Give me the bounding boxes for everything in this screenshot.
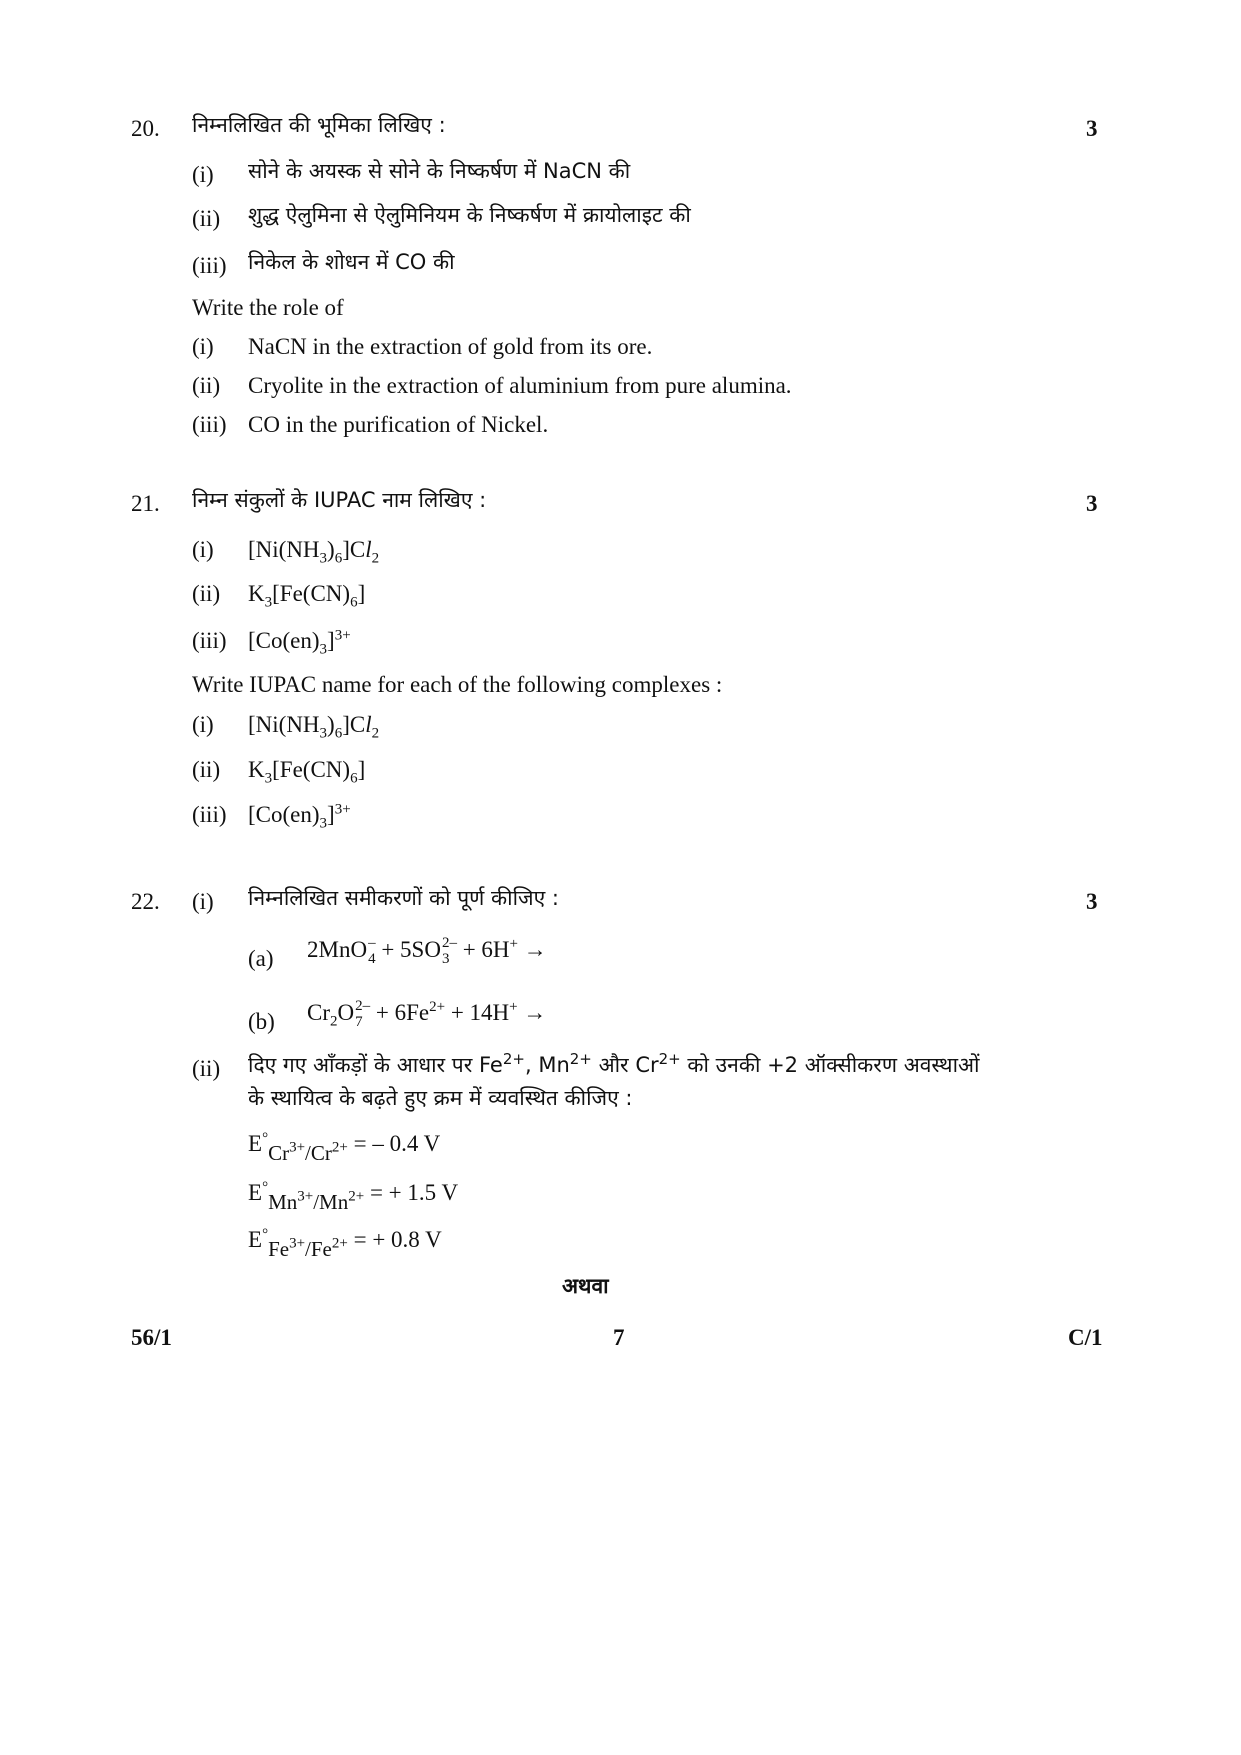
- footer-set-code: C/1: [1068, 1325, 1103, 1350]
- q21-label-2: (ii): [192, 581, 221, 606]
- q21-en-label-3: (iii): [192, 802, 227, 827]
- or-divider-text: अथवा: [562, 1274, 609, 1298]
- q20-hindi-heading: निम्नलिखित की भूमिका लिखिए :: [192, 113, 446, 137]
- q20-hi-label-1: (i): [192, 162, 214, 187]
- q20-en-label-1: (i): [192, 334, 214, 359]
- q21-number: 21.: [131, 491, 160, 516]
- q21-formula-2: $K_3[Fe(CN)_6]$: [248, 581, 366, 611]
- footer-page-number: 7: [613, 1325, 625, 1350]
- q21-label-3: (iii): [192, 628, 227, 653]
- q21-en-formula-1: $[Ni(NH_3)_6]Cl_2$: [248, 712, 380, 742]
- q22-number: 22.: [131, 889, 160, 914]
- q21-formula-3: $[Co(en)_3]^{3+}$: [248, 627, 351, 658]
- q21-hindi-heading: निम्न संकुलों के IUPAC नाम लिखिए :: [192, 488, 487, 512]
- q20-hi-label-2: (ii): [192, 206, 221, 231]
- q20-en-item-2: Cryolite in the extraction of aluminium from pure alumina.: [248, 373, 792, 398]
- q22-part2-line2: के स्थायित्व के बढ़ते हुए क्रम में व्यवस्थित कीजिए :: [248, 1086, 633, 1110]
- q22-marks: 3: [1086, 889, 1098, 914]
- q20-hi-item-3: निकेल के शोधन में CO की: [248, 250, 455, 274]
- footer-paper-code: 56/1: [131, 1325, 172, 1350]
- potential-cr: $E^\circ Cr^{3+}/Cr^{2+}$ = – 0.4 V: [248, 1130, 441, 1165]
- q21-en-label-2: (ii): [192, 757, 221, 782]
- q21-en-formula-2: $K_3[Fe(CN)_6]$: [248, 757, 366, 787]
- q20-number: 20.: [131, 116, 160, 141]
- potential-mn: $E^\circ Mn^{3+}/Mn^{2+}$ = + 1.5 V: [248, 1179, 459, 1214]
- q22-part2-label: (ii): [192, 1056, 221, 1081]
- q22-eq-b-label: (b): [248, 1009, 275, 1034]
- q20-en-item-1: NaCN in the extraction of gold from its ore.: [248, 334, 653, 359]
- q20-en-item-3: CO in the purification of Nickel.: [248, 412, 549, 437]
- q20-en-label-3: (iii): [192, 412, 227, 437]
- q21-label-1: (i): [192, 537, 214, 562]
- q20-hi-item-1: सोने के अयस्क से सोने के निष्कर्षण में NaCN की: [248, 159, 631, 183]
- q22-part1-heading: निम्नलिखित समीकरणों को पूर्ण कीजिए :: [248, 886, 559, 910]
- q22-part1-label: (i): [192, 889, 214, 914]
- q22-part2-line1: दिए गए आँकड़ों के आधार पर $Fe^{2+}$, $Mn^{2+}$ और $Cr^{2+}$ को उनकी +2 ऑक्सीकरण अवस्थाओं: [248, 1050, 980, 1077]
- q21-en-formula-3: $[Co(en)_3]^{3+}$: [248, 801, 351, 832]
- q21-en-label-1: (i): [192, 712, 214, 737]
- q21-formula-1: $[Ni(NH_3)_6]Cl_2$: [248, 537, 380, 567]
- q22-eq-a-label: (a): [248, 946, 274, 971]
- q20-english-heading: Write the role of: [192, 295, 344, 320]
- q21-english-heading: Write IUPAC name for each of the following complexes :: [192, 672, 723, 697]
- q22-eq-a: 2MnO – 4 + 5SO 2– 3 + 6H+ →: [307, 935, 547, 967]
- q21-marks: 3: [1086, 491, 1098, 516]
- q22-eq-b: $Cr_2O$ 2– 7 + $6Fe^{2+} + 14H^+$ →: [307, 998, 547, 1030]
- q20-en-label-2: (ii): [192, 373, 221, 398]
- q20-hi-item-2: शुद्ध ऐलुमिना से ऐलुमिनियम के निष्कर्षण में क्रायोलाइट की: [248, 203, 691, 227]
- q20-marks: 3: [1086, 116, 1098, 141]
- q20-hi-label-3: (iii): [192, 253, 227, 278]
- potential-fe: $E^\circ Fe^{3+}/Fe^{2+}$ = + 0.8 V: [248, 1226, 442, 1261]
